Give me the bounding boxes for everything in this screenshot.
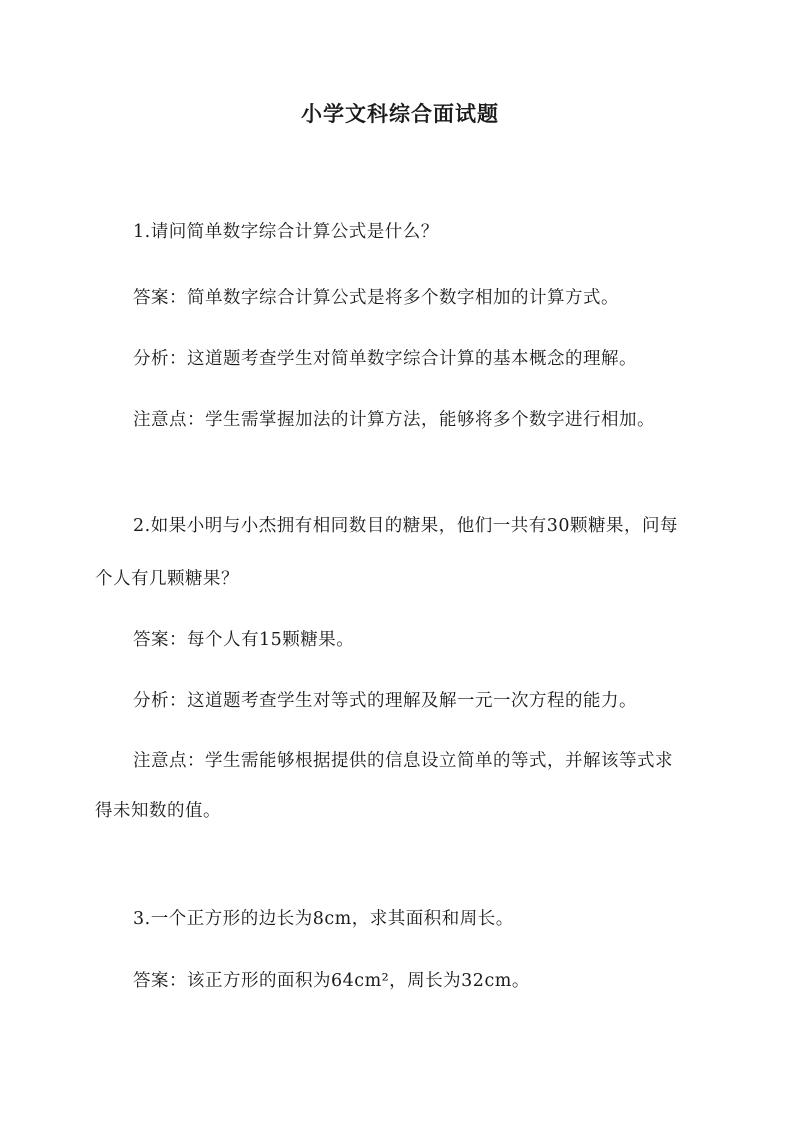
question-2-line-1: 2.如果小明与小杰拥有相同数目的糖果，他们一共有30颗糖果，问每 [133,516,678,536]
question-2-line-2: 个人有几颗糖果？ [95,569,239,589]
answer-1: 答案：简单数字综合计算公式是将多个数字相加的计算方式。 [133,288,619,308]
question-3: 3.一个正方形的边长为8cm，求其面积和周长。 [133,909,514,929]
answer-2: 答案：每个人有15颗糖果。 [133,630,355,650]
note-1: 注意点：学生需掌握加法的计算方法，能够将多个数字进行相加。 [133,410,655,430]
analysis-1: 分析：这道题考查学生对简单数字综合计算的基本概念的理解。 [133,349,637,369]
note-2-line-2: 得未知数的值。 [95,801,221,821]
page-title: 小学文科综合面试题 [301,101,499,126]
answer-3: 答案：该正方形的面积为64cm²，周长为32cm。 [133,971,530,991]
analysis-2: 分析：这道题考查学生对等式的理解及解一元一次方程的能力。 [133,691,637,711]
note-2-line-1: 注意点：学生需能够根据提供的信息设立简单的等式，并解该等式求 [133,751,673,771]
question-1: 1.请问简单数字综合计算公式是什么？ [133,222,439,242]
